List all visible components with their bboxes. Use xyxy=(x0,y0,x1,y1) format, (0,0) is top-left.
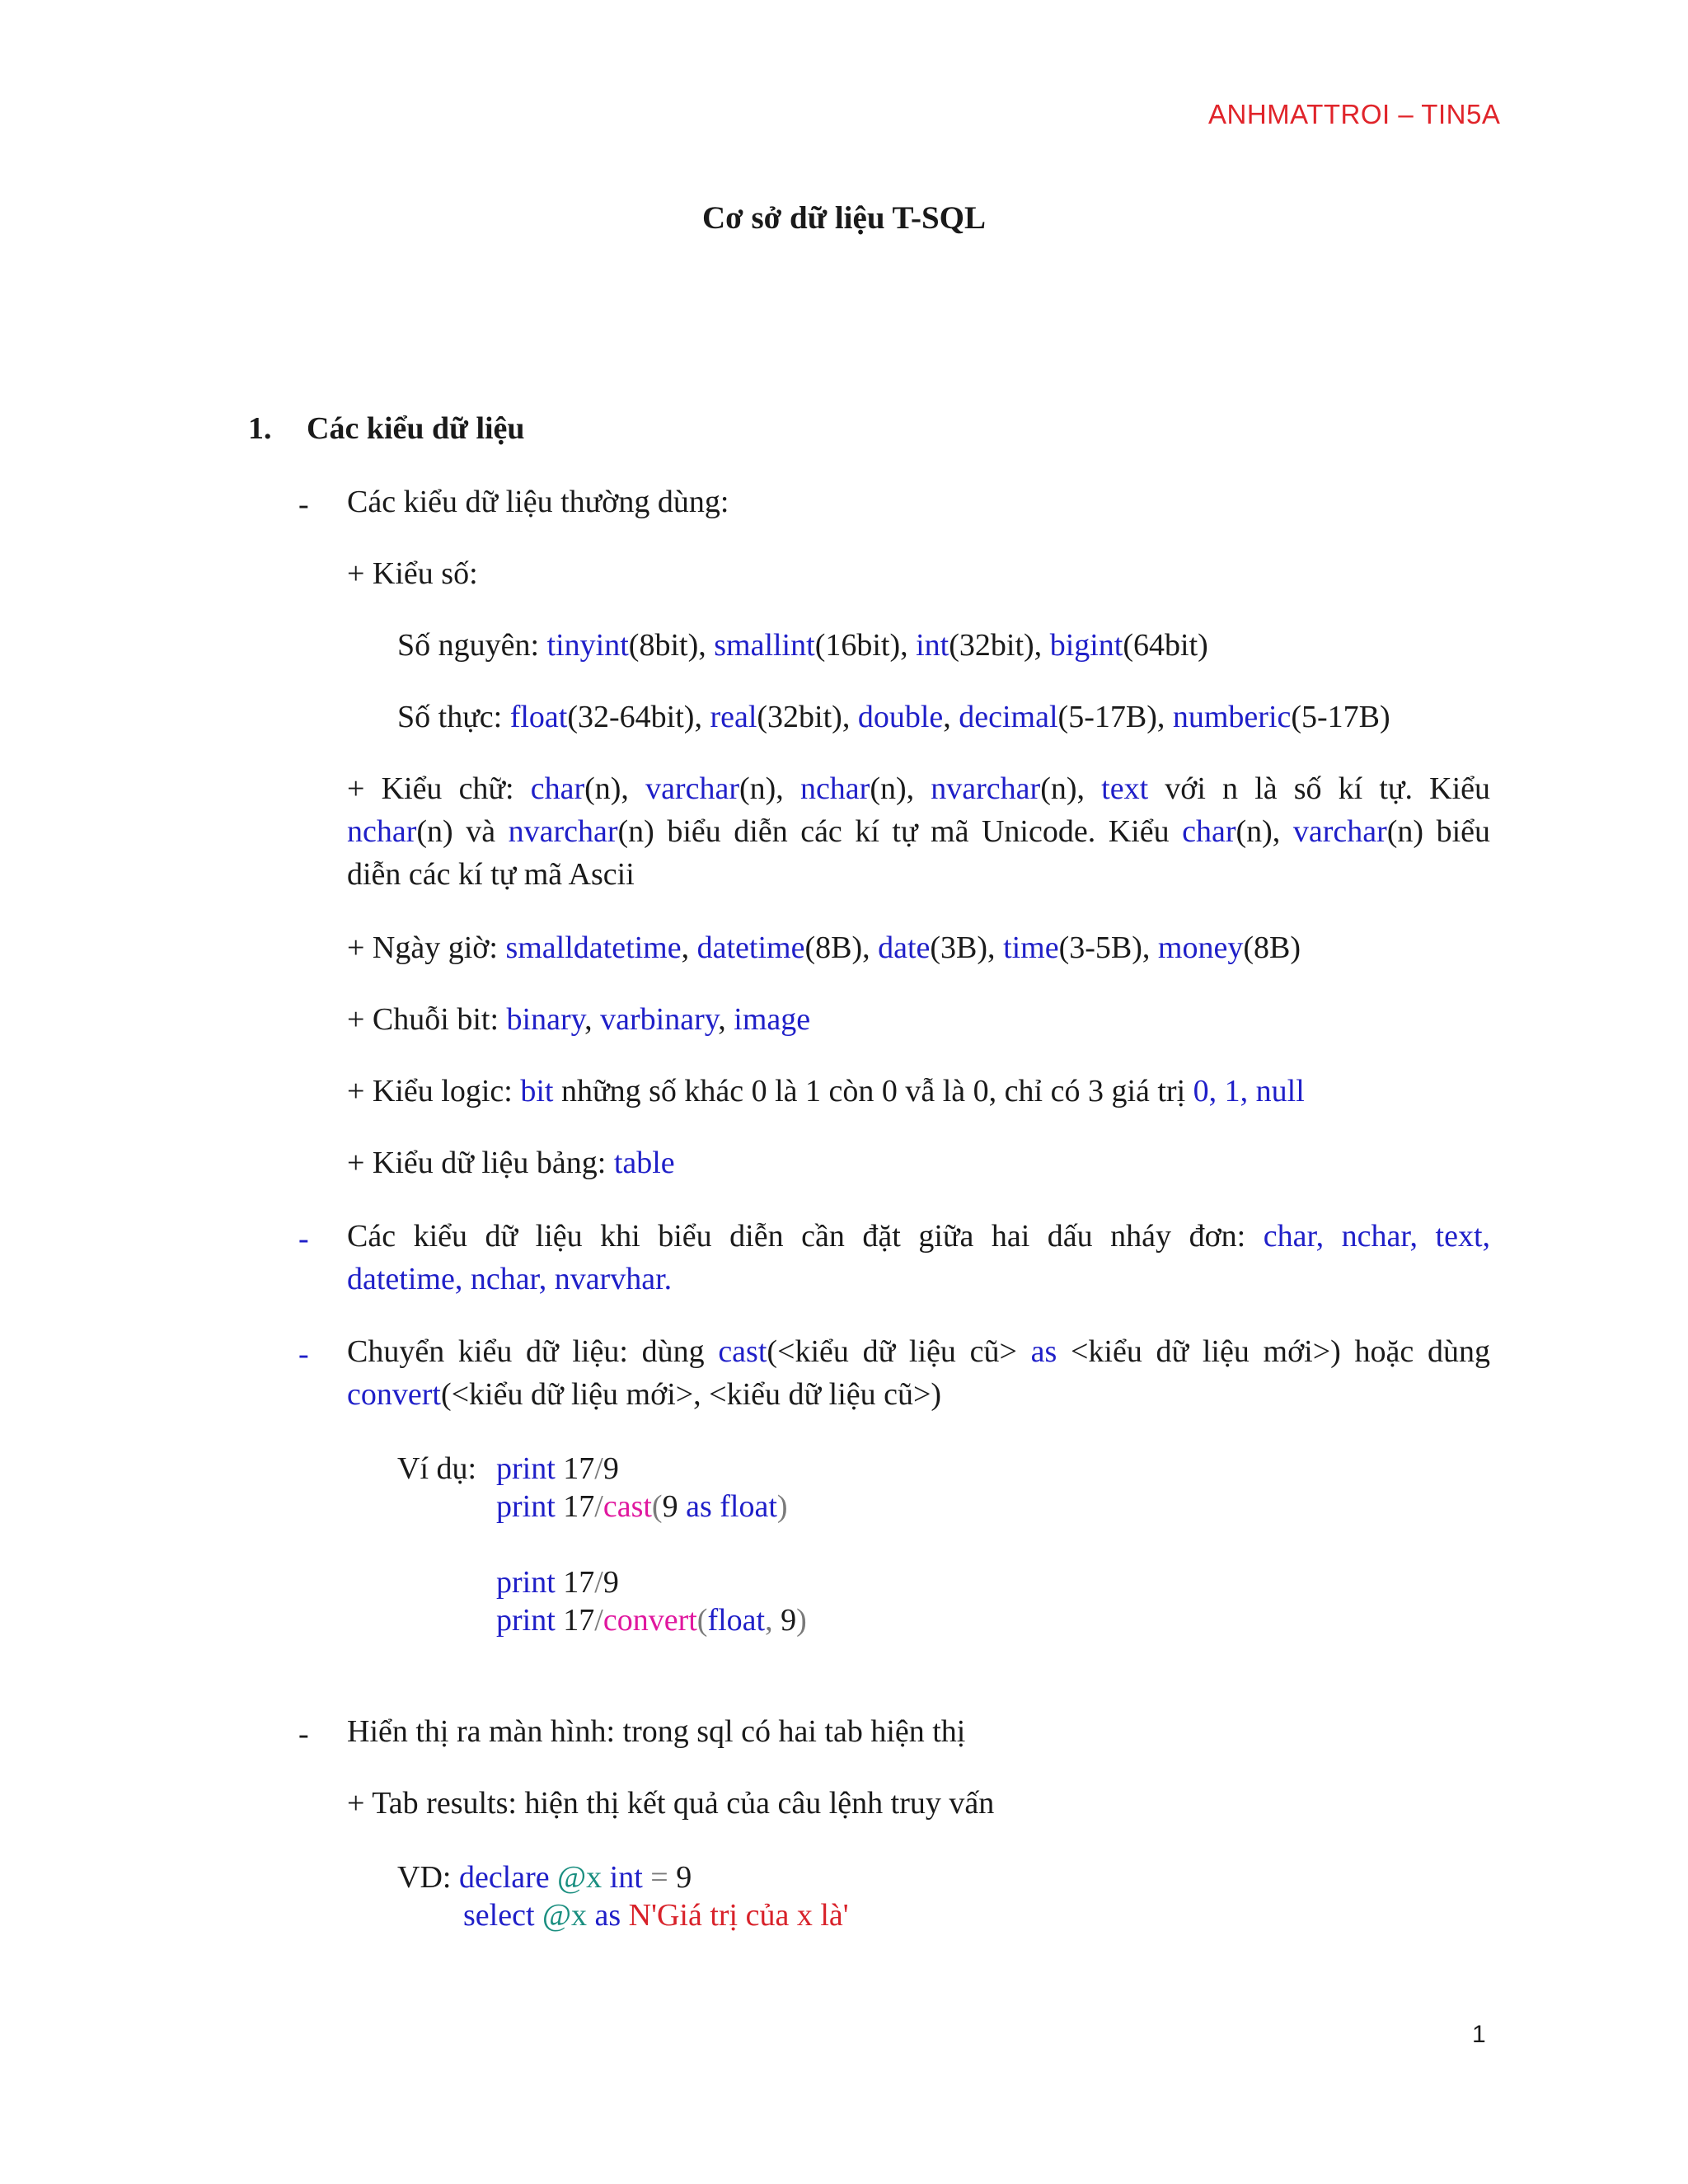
code-line-1: print 17/9 xyxy=(496,1451,619,1486)
example-label: Ví dụ: xyxy=(397,1451,477,1486)
display-line: Hiển thị ra màn hình: trong sql có hai tab hiện thị xyxy=(347,1714,966,1749)
text-types-line-2: nchar(n) và nvarchar(n) biểu diễn các kí tự mã Unicode. Kiểu char(n), varchar(n) biểu xyxy=(347,814,1490,849)
common-types-intro: Các kiểu dữ liệu thường dùng: xyxy=(347,485,729,519)
convert-line-1: Chuyển kiểu dữ liệu: dùng cast(<kiểu dữ liệu cũ> as <kiểu dữ liệu mới>) hoặc dùng xyxy=(347,1334,1490,1369)
page-number: 1 xyxy=(1472,2021,1486,2048)
real-types-line: Số thực: float(32-64bit), real(32bit), double, decimal(5-17B), numberic(5-17B) xyxy=(397,700,1390,734)
code2-line-2: select @x as N'Giá trị của x là' xyxy=(463,1898,849,1933)
logic-line: + Kiểu logic: bit những số khác 0 là 1 còn 0 vẫ là 0, chỉ có 3 giá trị 0, 1, null xyxy=(347,1074,1305,1108)
code-line-2: print 17/cast(9 as float) xyxy=(496,1489,788,1524)
table-type-line: + Kiểu dữ liệu bảng: table xyxy=(347,1146,675,1180)
bullet-dash: - xyxy=(298,1337,309,1371)
results-tab-line: + Tab results: hiện thị kết quả của câu lệnh truy vấn xyxy=(347,1786,995,1821)
convert-line-2: convert(<kiểu dữ liệu mới>, <kiểu dữ liệu cũ>) xyxy=(347,1377,942,1412)
code2-line-1: VD: declare @x int = 9 xyxy=(397,1860,692,1895)
text-types-line-3: diễn các kí tự mã Ascii xyxy=(347,857,635,892)
section-title: Các kiểu dữ liệu xyxy=(307,411,525,446)
bullet-dash: - xyxy=(298,1717,309,1751)
bullet-dash: - xyxy=(298,1221,309,1256)
document-title: Cơ sở dữ liệu T-SQL xyxy=(701,200,987,236)
code-line-3: print 17/9 xyxy=(496,1565,619,1600)
code-line-4: print 17/convert(float, 9) xyxy=(496,1603,807,1638)
bullet-dash: - xyxy=(298,487,309,522)
numeric-label: + Kiểu số: xyxy=(347,556,478,591)
quotes-line-2: datetime, nchar, nvarvhar. xyxy=(347,1262,673,1296)
quotes-line-1: Các kiểu dữ liệu khi biểu diễn cần đặt giữa hai dấu nháy đơn: char, nchar, text, xyxy=(347,1219,1491,1254)
bit-string-line: + Chuỗi bit: binary, varbinary, image xyxy=(347,1002,811,1037)
page-header: ANHMATTROI – TIN5A xyxy=(1208,99,1501,129)
integer-types-line: Số nguyên: tinyint(8bit), smallint(16bit), int(32bit), bigint(64bit) xyxy=(397,628,1208,663)
section-number: 1. xyxy=(248,411,272,446)
text-types-line-1: + Kiểu chữ: char(n), varchar(n), nchar(n), nvarchar(n), text với n là số kí tự. Kiểu xyxy=(347,771,1491,806)
date-types-line: + Ngày giờ: smalldatetime, datetime(8B), date(3B), time(3-5B), money(8B) xyxy=(347,930,1301,965)
